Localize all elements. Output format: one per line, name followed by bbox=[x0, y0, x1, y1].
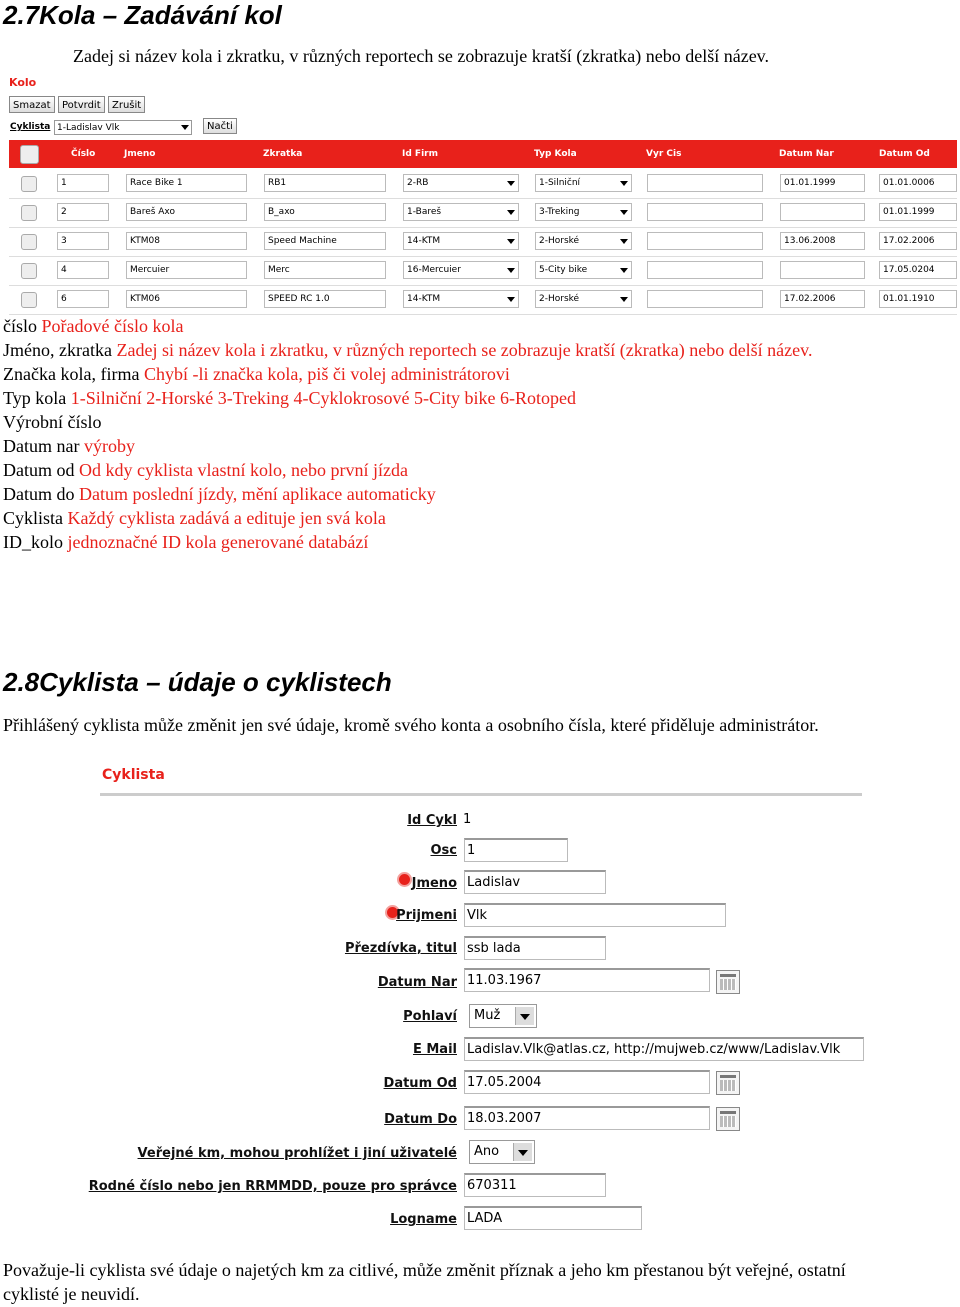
cell-firm-select[interactable] bbox=[403, 174, 519, 192]
prezdivka-field[interactable]: ssb lada bbox=[464, 936, 606, 960]
cell-vyr-cis[interactable] bbox=[647, 290, 763, 308]
cell-datum-od[interactable]: 01.01.0006 bbox=[879, 174, 957, 192]
definition-term: Datum od bbox=[3, 460, 75, 480]
cell-datum-nar[interactable] bbox=[780, 203, 865, 221]
logname-label: Logname bbox=[390, 1212, 457, 1227]
cell-zkratka[interactable]: RB1 bbox=[264, 174, 386, 192]
definition-row bbox=[3, 386, 576, 410]
cell-zkratka[interactable]: SPEED RC 1.0 bbox=[264, 290, 386, 308]
cell-firm-value: 14-KTM bbox=[407, 236, 441, 246]
definition-row bbox=[3, 530, 368, 554]
cell-zkratka[interactable]: Merc bbox=[264, 261, 386, 279]
cell-firm-value: 16-Mercuier bbox=[407, 265, 461, 275]
row-checkbox[interactable] bbox=[21, 176, 37, 192]
cell-typ-select[interactable] bbox=[535, 232, 632, 250]
cell-jmeno[interactable]: Bareš Axo bbox=[126, 203, 247, 221]
osc-label: Osc bbox=[430, 843, 457, 858]
cell-datum-nar[interactable]: 13.06.2008 bbox=[780, 232, 865, 250]
cell-vyr-cis[interactable] bbox=[647, 261, 763, 279]
definition-desc: Zadej si název kola i zkratku, v různých reportech se zobrazuje kratší (zkratka) nebo delší název. bbox=[116, 340, 813, 360]
jmeno-field[interactable]: Ladislav bbox=[464, 870, 606, 894]
cyklista-label: Cyklista bbox=[10, 122, 51, 132]
cell-jmeno[interactable]: Race Bike 1 bbox=[126, 174, 247, 192]
row-checkbox[interactable] bbox=[21, 292, 37, 308]
prijmeni-label: Prijmeni bbox=[396, 908, 457, 923]
cell-firm-select[interactable] bbox=[403, 232, 519, 250]
row-checkbox[interactable] bbox=[21, 263, 37, 279]
cell-typ-select[interactable] bbox=[535, 203, 632, 221]
definition-row bbox=[3, 410, 102, 434]
cell-typ-value: 2-Horské bbox=[539, 294, 580, 304]
cell-zkratka[interactable]: Speed Machine bbox=[264, 232, 386, 250]
kolo-screen-title: Kolo bbox=[9, 76, 37, 89]
datum-od-field[interactable]: 17.05.2004 bbox=[464, 1070, 710, 1094]
definition-desc: Pořadové číslo kola bbox=[41, 316, 184, 336]
chevron-down-icon bbox=[507, 268, 515, 273]
confirm-button[interactable]: Potvrdit bbox=[58, 96, 105, 113]
definition-term: Cyklista bbox=[3, 508, 64, 528]
cell-cislo[interactable]: 6 bbox=[57, 290, 109, 308]
cell-datum-nar[interactable]: 17.02.2006 bbox=[780, 290, 865, 308]
definition-desc: Chybí -li značka kola, piš či volej administrátorovi bbox=[143, 364, 510, 384]
calendar-icon[interactable] bbox=[716, 1107, 740, 1131]
definition-term: ID_kolo bbox=[3, 532, 63, 552]
verejne-value: Ano bbox=[474, 1144, 500, 1159]
table-row bbox=[9, 169, 957, 199]
chevron-down-icon bbox=[620, 297, 628, 302]
chevron-down-icon bbox=[507, 239, 515, 244]
verejne-select[interactable] bbox=[469, 1140, 535, 1164]
definition-row bbox=[3, 434, 135, 458]
cell-typ-select[interactable] bbox=[535, 174, 632, 192]
table-row bbox=[9, 198, 957, 228]
id-value: 1 bbox=[463, 812, 472, 827]
definition-term: Jméno, zkratka bbox=[3, 340, 112, 360]
definition-row bbox=[3, 482, 436, 506]
chevron-down-icon bbox=[620, 210, 628, 215]
cell-firm-value: 2-RB bbox=[407, 178, 429, 188]
cell-jmeno[interactable]: KTM06 bbox=[126, 290, 247, 308]
definition-desc: Datum poslední jízdy, mění aplikace automaticky bbox=[79, 484, 436, 504]
table-row bbox=[9, 227, 957, 257]
calendar-icon[interactable] bbox=[716, 1071, 740, 1095]
cell-datum-nar[interactable] bbox=[780, 261, 865, 279]
cyklista-select[interactable] bbox=[54, 120, 192, 135]
definition-desc: výroby bbox=[83, 436, 135, 456]
logname-field[interactable]: LADA bbox=[464, 1206, 642, 1230]
definition-term: Značka kola, firma bbox=[3, 364, 140, 384]
definition-desc: jednoznačné ID kola generované databází bbox=[67, 532, 369, 552]
datum-nar-label: Datum Nar bbox=[377, 975, 457, 990]
cell-datum-od[interactable]: 17.05.0204 bbox=[879, 261, 957, 279]
cell-datum-nar[interactable]: 01.01.1999 bbox=[780, 174, 865, 192]
cell-typ-value: 5-City bike bbox=[539, 265, 588, 275]
datum-nar-field[interactable]: 11.03.1967 bbox=[464, 968, 710, 992]
prijmeni-field[interactable]: Vlk bbox=[464, 903, 726, 927]
cell-datum-od[interactable]: 17.02.2006 bbox=[879, 232, 957, 250]
verejne-label: Veřejné km, mohou prohlížet i jiní uživatelé bbox=[137, 1146, 457, 1161]
section-intro-cyklista: Přihlášený cyklista může změnit jen své údaje, kromě svého konta a osobního čísla, které přiděluje administrátor. bbox=[3, 715, 819, 735]
datum-do-field[interactable]: 18.03.2007 bbox=[464, 1106, 710, 1130]
definition-desc: Od kdy cyklista vlastní kolo, nebo první jízda bbox=[79, 460, 408, 480]
pohlavi-value: Muž bbox=[474, 1008, 501, 1023]
col-zkratka: Zkratka bbox=[263, 149, 303, 159]
cyklista-form bbox=[88, 760, 866, 1235]
load-button[interactable]: Načti bbox=[203, 118, 237, 134]
cell-datum-od[interactable]: 01.01.1910 bbox=[879, 290, 957, 308]
rodne-cislo-label: Rodné číslo nebo jen RRMMDD, pouze pro správce bbox=[88, 1179, 457, 1194]
definition-row bbox=[3, 458, 408, 482]
cell-vyr-cis[interactable] bbox=[647, 232, 763, 250]
email-label: E Mail bbox=[412, 1042, 457, 1057]
section-heading-kola: 2.7Kola – Zadávání kol bbox=[3, 0, 282, 30]
chevron-down-icon bbox=[507, 297, 515, 302]
definition-row bbox=[3, 338, 812, 362]
chevron-down-icon bbox=[620, 268, 628, 273]
chevron-down-icon bbox=[515, 1007, 534, 1025]
col-vyr-cis: Vyr Cis bbox=[646, 149, 682, 159]
definition-row bbox=[3, 314, 183, 338]
definition-term: Výrobní číslo bbox=[3, 412, 102, 432]
cell-firm-select[interactable] bbox=[403, 290, 519, 308]
footer-text-line1: Považuje-li cyklista své údaje o najetých km za citlivé, může změnit příznak a jeho km přestanou být veřejné, ostatní bbox=[3, 1260, 846, 1280]
cell-datum-od[interactable]: 01.01.1999 bbox=[879, 203, 957, 221]
chevron-down-icon bbox=[181, 125, 189, 130]
cell-vyr-cis[interactable] bbox=[647, 203, 763, 221]
cell-typ-value: 1-Silniční bbox=[539, 178, 581, 188]
cell-firm-value: 1-Bareš bbox=[407, 207, 442, 217]
cell-typ-value: 3-Treking bbox=[539, 207, 580, 217]
pohlavi-select[interactable] bbox=[469, 1004, 537, 1028]
datum-do-label: Datum Do bbox=[384, 1112, 457, 1127]
prezdivka-label: Přezdívka, titul bbox=[344, 941, 457, 956]
col-typ-kola: Typ Kola bbox=[534, 149, 577, 159]
footer-text-line2: cyklisté je neuvidí. bbox=[3, 1284, 140, 1304]
definition-term: Datum do bbox=[3, 484, 75, 504]
definition-term: číslo bbox=[3, 316, 37, 336]
jmeno-label: Jmeno bbox=[411, 876, 457, 891]
col-cislo: Číslo bbox=[71, 149, 96, 159]
cyklista-select-value: 1-Ladislav Vlk bbox=[57, 123, 120, 133]
row-checkbox[interactable] bbox=[21, 234, 37, 250]
cell-typ-select[interactable] bbox=[535, 261, 632, 279]
cell-firm-value: 14-KTM bbox=[407, 294, 441, 304]
cell-vyr-cis[interactable] bbox=[647, 174, 763, 192]
pohlavi-label: Pohlaví bbox=[403, 1009, 457, 1024]
definition-desc: 1-Silniční 2-Horské 3-Treking 4-Cyklokrosové 5-City bike 6-Rotoped bbox=[70, 388, 577, 408]
cell-firm-select[interactable] bbox=[403, 203, 519, 221]
row-checkbox[interactable] bbox=[21, 205, 37, 221]
id-label: Id Cykl bbox=[407, 813, 457, 828]
definition-desc: Každý cyklista zadává a edituje jen svá kola bbox=[67, 508, 386, 528]
form-divider bbox=[100, 793, 862, 796]
col-datum-od: Datum Od bbox=[879, 149, 930, 159]
table-row bbox=[9, 256, 957, 286]
cell-firm-select[interactable] bbox=[403, 261, 519, 279]
chevron-down-icon bbox=[507, 210, 515, 215]
cell-typ-select[interactable] bbox=[535, 290, 632, 308]
required-icon bbox=[397, 872, 412, 887]
chevron-down-icon bbox=[620, 239, 628, 244]
osc-field[interactable]: 1 bbox=[464, 838, 568, 862]
chevron-down-icon bbox=[507, 181, 515, 186]
cell-cislo[interactable]: 4 bbox=[57, 261, 109, 279]
col-id-firm: Id Firm bbox=[402, 149, 438, 159]
definition-term: Typ kola bbox=[3, 388, 67, 408]
col-jmeno: Jmeno bbox=[124, 149, 156, 159]
email-field[interactable]: Ladislav.Vlk@atlas.cz, http://mujweb.cz/www/Ladislav.Vlk bbox=[464, 1037, 864, 1061]
table-row bbox=[9, 285, 957, 315]
select-all-checkbox[interactable] bbox=[20, 145, 39, 164]
table-header bbox=[9, 140, 957, 168]
cancel-button[interactable]: Zrušit bbox=[108, 96, 145, 113]
section-intro-kola: Zadej si název kola i zkratku, v různých reportech se zobrazuje kratší (zkratka) nebo delší název. bbox=[73, 46, 770, 66]
rodne-cislo-field[interactable]: 670311 bbox=[464, 1173, 606, 1197]
chevron-down-icon bbox=[620, 181, 628, 186]
section-heading-cyklista: 2.8Cyklista – údaje o cyklistech bbox=[3, 667, 392, 697]
calendar-icon[interactable] bbox=[716, 970, 740, 994]
definition-row bbox=[3, 506, 386, 530]
kolo-screen bbox=[7, 74, 959, 314]
delete-button[interactable]: Smazat bbox=[9, 96, 55, 113]
cell-typ-value: 2-Horské bbox=[539, 236, 580, 246]
cell-cislo[interactable]: 2 bbox=[57, 203, 109, 221]
definition-row bbox=[3, 362, 510, 386]
cell-cislo[interactable]: 3 bbox=[57, 232, 109, 250]
cell-cislo[interactable]: 1 bbox=[57, 174, 109, 192]
form-title: Cyklista bbox=[102, 767, 165, 783]
cell-jmeno[interactable]: Mercuier bbox=[126, 261, 247, 279]
datum-od-label: Datum Od bbox=[383, 1076, 457, 1091]
definition-term: Datum nar bbox=[3, 436, 80, 456]
chevron-down-icon bbox=[513, 1143, 532, 1161]
col-datum-nar: Datum Nar bbox=[779, 149, 834, 159]
cell-zkratka[interactable]: B_axo bbox=[264, 203, 386, 221]
cell-jmeno[interactable]: KTM08 bbox=[126, 232, 247, 250]
